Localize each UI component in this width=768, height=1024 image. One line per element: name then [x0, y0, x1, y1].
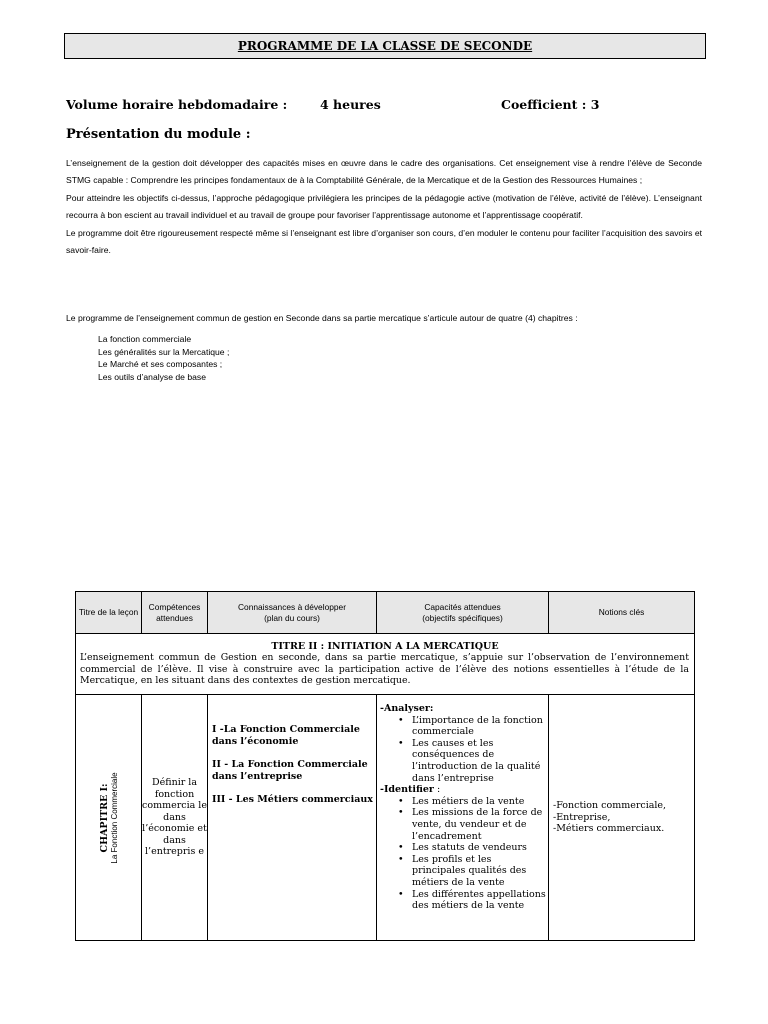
chapter-sublabel: La Fonction Commerciale: [109, 771, 119, 864]
coefficient: Coefficient : 3: [501, 97, 600, 112]
weekly-hours-label: Volume horaire hebdomadaire :: [66, 97, 288, 112]
notion-item: -Métiers commerciaux.: [553, 823, 665, 835]
plan-item: II - La Fonction Commerciale dans l’entreprise: [212, 759, 368, 782]
header-capacites: Capacités attendues (objectifs spécifiques): [377, 592, 549, 634]
header-connaissances: Connaissances à développer (plan du cours): [208, 592, 377, 634]
list-item: • Les profils et les principales qualités des métiers de la vente: [412, 854, 546, 889]
list-item: • Les métiers de la vente: [412, 796, 546, 808]
chapter-label: CHAPITRE I:: [98, 783, 110, 852]
chapters-intro: Le programme de l’enseignement commun de gestion en Seconde dans sa partie mercatique s’articule autour de quatre (4) chapitres :: [66, 313, 578, 323]
titre-heading: TITRE II : INITIATION A LA MERCATIQUE: [271, 641, 499, 653]
table-row: [76, 634, 695, 695]
table-row: [76, 695, 695, 941]
identifier-label: -Identifier: [380, 784, 434, 796]
header-notions: Notions clés: [549, 592, 695, 634]
list-item: Les généralités sur la Mercatique ;: [98, 346, 230, 357]
list-item: • Les causes et les conséquences de l’introduction de la qualité dans l’entreprise: [412, 738, 546, 784]
plan-item: I -La Fonction Commerciale dans l’économie: [212, 724, 360, 747]
list-item: • Les statuts de vendeurs: [412, 842, 546, 854]
paragraph: Le programme doit être rigoureusement respecté même si l’enseignant est libre d’organiser son cours, d’en moduler le contenu pour faciliter l’acquisition des savoirs et savoir-faire.: [66, 227, 702, 256]
connaissances-cell: [208, 695, 377, 941]
page-title: PROGRAMME DE LA CLASSE DE SECONDE: [64, 33, 706, 59]
chapters-list: [80, 333, 229, 383]
header-titre: Titre de la leçon: [76, 592, 142, 634]
titre-section: [76, 634, 695, 695]
table-header-row: [76, 592, 695, 634]
list-item: • Les différentes appellations des métiers de la vente: [412, 889, 546, 912]
list-item: La fonction commerciale: [98, 334, 192, 344]
weekly-hours-value: 4 heures: [320, 97, 381, 112]
list-item: Les outils d’analyse de base: [98, 371, 206, 382]
program-table: [75, 591, 695, 941]
titre-description: L’enseignement commun de Gestion en seconde, dans sa partie mercatique, s’appuie sur l’observation de l’environnement commercial de l’élève. Il vise à construire avec la participation active de l’élève des notions essentielles à l’étude de la Mercatique, en les situant dans des contextes de gestion mercatique.: [80, 652, 689, 687]
notion-item: -Entreprise,: [553, 811, 611, 823]
list-item: Le Marché et ses composantes ;: [98, 359, 223, 370]
paragraph: L’enseignement de la gestion doit développer des capacités mises en œuvre dans le cadre des organisations. Cet enseignement vise à rendre l’élève de Seconde STMG capable : Comprendre les principes fondamentaux de à la Comptabilité Générale, de la Mercatique et de la Gestion des Ressources Humaines ;: [66, 158, 702, 186]
list-item: • Les missions de la force de vente, du vendeur et de l’encadrement: [412, 807, 546, 842]
plan-item: III - Les Métiers commerciaux: [212, 794, 373, 806]
capacites-cell: -Analyser: • L’importance de la fonction commerciale • Les causes et les conséquences de l’introduction de la qualité dans l’entreprise -Identifier : • Les métiers de la vente • Les missions de la force de vente, du vendeur et de l’encadrement • Les statuts de vendeurs • Les profils et les principales qualités des métiers de la vente • Les différentes appellations des métiers de la vente: [377, 695, 549, 941]
header-competences: Compétences attendues: [142, 592, 208, 634]
list-item: • L’importance de la fonction commerciale: [412, 715, 546, 738]
analyser-list: [380, 715, 546, 785]
presentation-text: [66, 155, 702, 259]
identifier-list: [380, 796, 546, 912]
presentation-heading: Présentation du module :: [66, 127, 251, 142]
analyser-label: -Analyser:: [380, 703, 434, 714]
notion-item: -Fonction commerciale,: [553, 800, 667, 812]
chapter-title-cell: [76, 695, 142, 941]
paragraph: Pour atteindre les objectifs ci-dessus, l’approche pédagogique privilégiera les principes de la pédagogie active (motivation de l’élève, activité de l’élève). L’enseignant recourra à bon escient au travail individuel et au travail de groupe pour favoriser l’apprentissage autonome et l’apprentissage coopératif.: [66, 192, 702, 221]
notions-cell: [549, 695, 695, 941]
competence-cell: Définir la fonction commercia le dans l’économie et dans l’entrepris e: [142, 695, 208, 941]
